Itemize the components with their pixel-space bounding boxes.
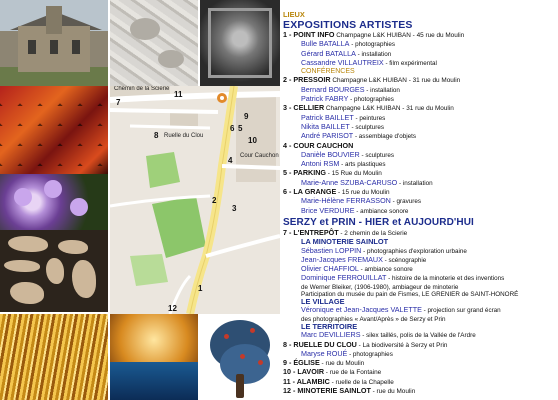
heading-serzy-prin: SERZY et PRIN - HIER et AUJOURD'HUI: [283, 216, 474, 228]
map-marker-3[interactable]: 3: [232, 204, 237, 213]
map-label-cauchon: Cour Cauchon: [240, 153, 279, 159]
artist-description: de Werner Bleiker, (1906-1980), ambiageur de minoterie: [301, 283, 459, 291]
artist-entry[interactable]: Gérard BATALLA - installation: [301, 48, 392, 58]
subheading-village: LE VILLAGE: [301, 297, 345, 307]
artist-entry[interactable]: Patrick FABRY - photographies: [301, 94, 394, 104]
flowers-photo: [0, 174, 108, 230]
map-marker-11[interactable]: 11: [174, 90, 183, 99]
artist-entry[interactable]: Bernard BOURGES - installation: [301, 84, 400, 94]
venue-section: [283, 188, 556, 216]
venue-section: [283, 387, 556, 396]
artist-entry[interactable]: Bulle BATALLA - photographies: [301, 39, 395, 49]
section-title[interactable]: 4 - COUR CAUCHON: [283, 140, 354, 150]
venue-list: [283, 341, 556, 397]
map-marker-1[interactable]: 1: [198, 284, 203, 293]
village-map[interactable]: [110, 86, 280, 314]
venue-section: [283, 31, 556, 76]
section-title[interactable]: 5 - PARKING - 15 Rue du Moulin: [283, 168, 382, 178]
artist-description: Participation du musée du pain de Fismes, LE GRENIER de SAINT-HONORÉ: [301, 290, 519, 298]
map-label-scierie: Chemin de la Scierie: [114, 86, 170, 92]
subheading-minoterie: LA MINOTERIE SAINLOT: [301, 237, 389, 247]
artist-entry[interactable]: Marc DEVILLIERS - silex taillés, polis de la Vallée de l'Ardre: [301, 330, 476, 340]
map-marker-5[interactable]: 5: [238, 124, 243, 133]
venue-section: [283, 76, 556, 104]
artist-entry[interactable]: Maryse ROUÉ - photographies: [301, 348, 393, 358]
artist-entry[interactable]: André PARISOT - assemblage d'objets: [301, 131, 417, 141]
map-marker-8[interactable]: 8: [154, 131, 159, 140]
artist-entry[interactable]: Nikita BAILLET - sculptures: [301, 121, 385, 131]
golden-photo: [0, 314, 108, 400]
artist-description: des photographies « Avant/Après » de Serzy et Prin: [301, 315, 446, 323]
venue-section: [283, 142, 556, 170]
artist-entry[interactable]: Marie-Anne SZUBA-CARUSO - installation: [301, 177, 433, 187]
aerial-village-photo: [110, 0, 198, 86]
venue-section: [283, 169, 556, 188]
section-title[interactable]: 2 - PRESSOIR Champagne L&K HUIBAN - 31 rue du Moulin: [283, 75, 461, 85]
venue-section: [283, 341, 556, 360]
exhibition-list: [283, 31, 556, 216]
church-photo: [0, 0, 108, 86]
subheading-territoire: LE TERRITOIRE: [301, 321, 358, 331]
section-title[interactable]: 7 - L'ENTREPÔT - 2 chemin de la Scierie: [283, 227, 408, 237]
black-white-photo: [200, 0, 280, 86]
artist-entry[interactable]: Antoni RSM - arts plastiques: [301, 159, 386, 169]
section-title[interactable]: 8 - RUELLE DU CLOU - La biodiversité à Serzy et Prin: [283, 339, 448, 349]
entrepot-section: [283, 229, 556, 341]
map-marker-7[interactable]: 7: [116, 98, 121, 107]
artist-entry[interactable]: Marie-Hélène FERRASSON - gravures: [301, 196, 421, 206]
stained-glass-photo: [0, 86, 108, 174]
section-title[interactable]: 3 - CELLIER Champagne L&K HUIBAN - 31 rue du Moulin: [283, 103, 454, 113]
artist-entry[interactable]: Olivier CHAFFIOL - ambiance sonore: [301, 264, 413, 274]
section-title[interactable]: 9 - ÉGLISE - rue du Moulin: [283, 358, 365, 368]
section-title[interactable]: 6 - LA GRANGE - 15 rue du Moulin: [283, 187, 390, 197]
map-marker-2[interactable]: 2: [212, 196, 217, 205]
tree-illustration: [200, 314, 280, 400]
map-graphic: [110, 86, 280, 314]
conference-label: CONFÉRENCES: [301, 68, 355, 76]
artist-entry[interactable]: Jean-Jacques FREMAUX - scénographie: [301, 254, 427, 264]
section-title[interactable]: 12 - MINOTERIE SAINLOT - rue du Moulin: [283, 386, 416, 395]
map-marker-12[interactable]: 12: [168, 304, 177, 313]
map-marker-9[interactable]: 9: [244, 112, 249, 121]
artist-entry[interactable]: Patrick BAILLET - peintures: [301, 112, 386, 122]
lieux-label: LIEUX: [283, 10, 305, 19]
flint-stones-photo: [0, 230, 108, 312]
map-marker-4[interactable]: 4: [228, 156, 233, 165]
artist-entry[interactable]: Véronique et Jean-Jacques VALETTE - projection sur grand écran: [301, 305, 501, 315]
section-title[interactable]: 10 - LAVOIR - rue de la Fontaine: [283, 367, 382, 377]
sunset-photo: [110, 314, 198, 400]
artist-entry[interactable]: Dominique FERROUILLAT - histoire de la minoterie et des inventions: [301, 273, 505, 283]
map-marker-10[interactable]: 10: [248, 136, 257, 145]
venue-section: [283, 104, 556, 141]
map-marker-6[interactable]: 6: [230, 124, 235, 133]
artist-entry[interactable]: Cassandre VILLAUTREIX - film expérimental: [301, 57, 437, 67]
artist-entry[interactable]: Danièle BOUVIER - sculptures: [301, 149, 395, 159]
section-title[interactable]: 1 - POINT INFO Champagne L&K HUIBAN - 45 rue du Moulin: [283, 30, 465, 39]
heading-expositions: EXPOSITIONS ARTISTES: [283, 19, 413, 31]
artist-entry[interactable]: Brice VERDURE - ambiance sonore: [301, 205, 409, 215]
program-panel: [283, 10, 556, 396]
artist-entry[interactable]: Sébastien LOPPIN - photographies d'exploration urbaine: [301, 245, 467, 255]
map-label-clou: Ruelle du Clou: [164, 133, 204, 139]
section-title[interactable]: 11 - ALAMBIC - ruelle de la Chapelle: [283, 376, 394, 386]
